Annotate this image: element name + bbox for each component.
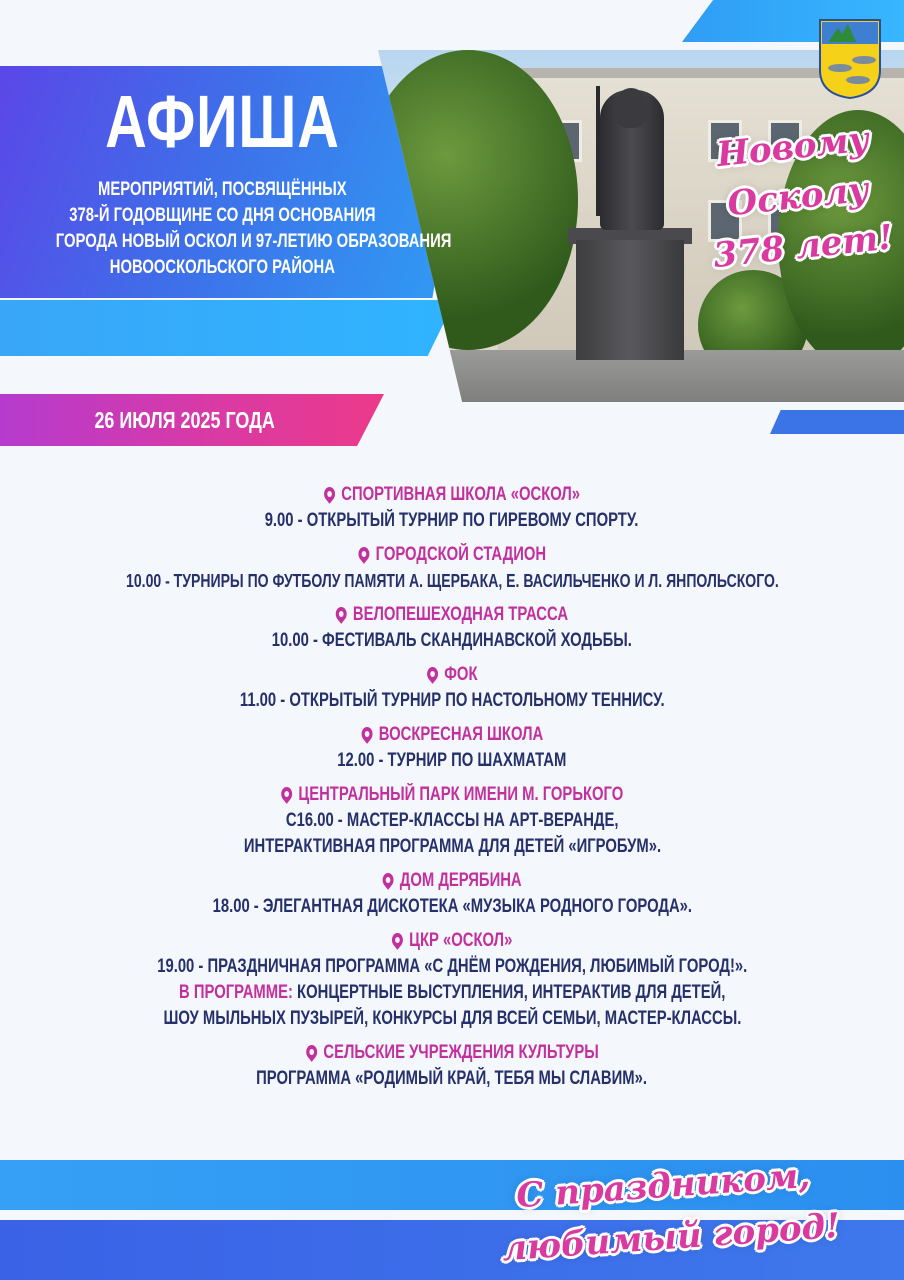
event-schedule (0, 482, 904, 1100)
title-lower-band (0, 300, 455, 356)
anniversary-slogan (693, 112, 904, 282)
location-pin-icon (322, 484, 337, 504)
event-line: 10.00 - ФЕСТИВАЛЬ СКАНДИНАВСКОЙ ХОДЬБЫ. (271, 630, 633, 651)
event-item (0, 782, 904, 860)
slogan-top-line-1: Новому (714, 119, 871, 176)
event-item (0, 542, 904, 594)
event-venue: ДОМ ДЕРЯБИНА (0, 868, 904, 894)
event-line: 9.00 - ОТКРЫТЫЙ ТУРНИР ПО ГИРЕВОМУ СПОРТУ. (265, 510, 639, 531)
subtitle-line-3: ГОРОДА НОВЫЙ ОСКОЛ И 97-ЛЕТИЮ ОБРАЗОВАНИЯ (55, 231, 452, 252)
page-title: АФИША (105, 80, 340, 163)
location-pin-icon (390, 930, 405, 950)
event-program-line: В ПРОГРАММЕ: КОНЦЕРТНЫЕ ВЫСТУПЛЕНИЯ, ИНТЕРАКТИВ ДЛЯ ДЕТЕЙ, (178, 982, 726, 1003)
event-item (0, 868, 904, 920)
event-line: 10.00 - ТУРНИРЫ ПО ФУТБОЛУ ПАМЯТИ А. ЩЕРБАКА, Е. ВАСИЛЬЧЕНКО И Л. ЯНПОЛЬСКОГО. (125, 571, 779, 591)
slogan-top-line-2: Осколу (725, 169, 871, 225)
event-line: ИНТЕРАКТИВНАЯ ПРОГРАММА ДЛЯ ДЕТЕЙ «ИГРОБУМ». (243, 836, 661, 857)
event-line: 12.00 - ТУРНИР ПО ШАХМАТАМ (337, 750, 567, 771)
event-item (0, 928, 904, 1032)
event-item (0, 482, 904, 534)
location-pin-icon (359, 724, 374, 744)
right-mid-band (770, 410, 904, 434)
slogan-bottom-line-1: С праздником, (515, 1155, 812, 1217)
event-venue: ЦКР «ОСКОЛ» (0, 928, 904, 954)
event-item (0, 1040, 904, 1092)
subtitle-line-4: НОВООСКОЛЬСКОГО РАЙОНА (109, 257, 336, 278)
event-venue: ЦЕНТРАЛЬНЫЙ ПАРК ИМЕНИ М. ГОРЬКОГО (0, 782, 904, 808)
location-pin-icon (425, 664, 440, 684)
subtitle-line-1: МЕРОПРИЯТИЙ, ПОСВЯЩЁННЫХ (98, 179, 347, 200)
event-venue: ГОРОДСКОЙ СТАДИОН (0, 542, 904, 568)
event-venue: СЕЛЬСКИЕ УЧРЕЖДЕНИЯ КУЛЬТУРЫ (0, 1040, 904, 1066)
slogan-top-line-3: 378 лет! (711, 217, 895, 277)
event-item (0, 602, 904, 654)
coat-of-arms-icon (818, 18, 882, 100)
event-date: 26 ИЮЛЯ 2025 ГОДА (94, 407, 276, 433)
slogan-bottom-line-2: любимый город! (500, 1205, 842, 1270)
location-pin-icon (279, 784, 294, 804)
event-line: ШОУ МЫЛЬНЫХ ПУЗЫРЕЙ, КОНКУРСЫ ДЛЯ ВСЕЙ СЕМЬИ, МАСТЕР-КЛАССЫ. (163, 1008, 741, 1029)
event-venue: ВОСКРЕСНАЯ ШКОЛА (0, 722, 904, 748)
event-item (0, 722, 904, 774)
event-venue: ФОК (0, 662, 904, 688)
event-line: 18.00 - ЭЛЕГАНТНАЯ ДИСКОТЕКА «МУЗЫКА РОДНОГО ГОРОДА». (212, 896, 692, 917)
location-pin-icon (303, 1042, 318, 1062)
event-venue: ВЕЛОПЕШЕХОДНАЯ ТРАССА (0, 602, 904, 628)
program-label: В ПРОГРАММЕ: (178, 982, 293, 1003)
location-pin-icon (334, 604, 349, 624)
event-line: 19.00 - ПРАЗДНИЧНАЯ ПРОГРАММА «С ДНЁМ РОЖДЕНИЯ, ЛЮБИМЫЙ ГОРОД!». (156, 956, 748, 977)
subtitle-line-2: 378-Й ГОДОВЩИНЕ СО ДНЯ ОСНОВАНИЯ (69, 205, 376, 226)
event-line: 11.00 - ОТКРЫТЫЙ ТУРНИР ПО НАСТОЛЬНОМУ ТЕННИСУ. (239, 690, 665, 711)
location-pin-icon (380, 870, 395, 890)
event-line: ПРОГРАММА «РОДИМЫЙ КРАЙ, ТЕБЯ МЫ СЛАВИМ». (256, 1068, 648, 1089)
event-item (0, 662, 904, 714)
location-pin-icon (356, 544, 371, 564)
event-venue: СПОРТИВНАЯ ШКОЛА «ОСКОЛ» (0, 482, 904, 508)
event-line: С16.00 - МАСТЕР-КЛАССЫ НА АРТ-ВЕРАНДЕ, (285, 810, 619, 831)
